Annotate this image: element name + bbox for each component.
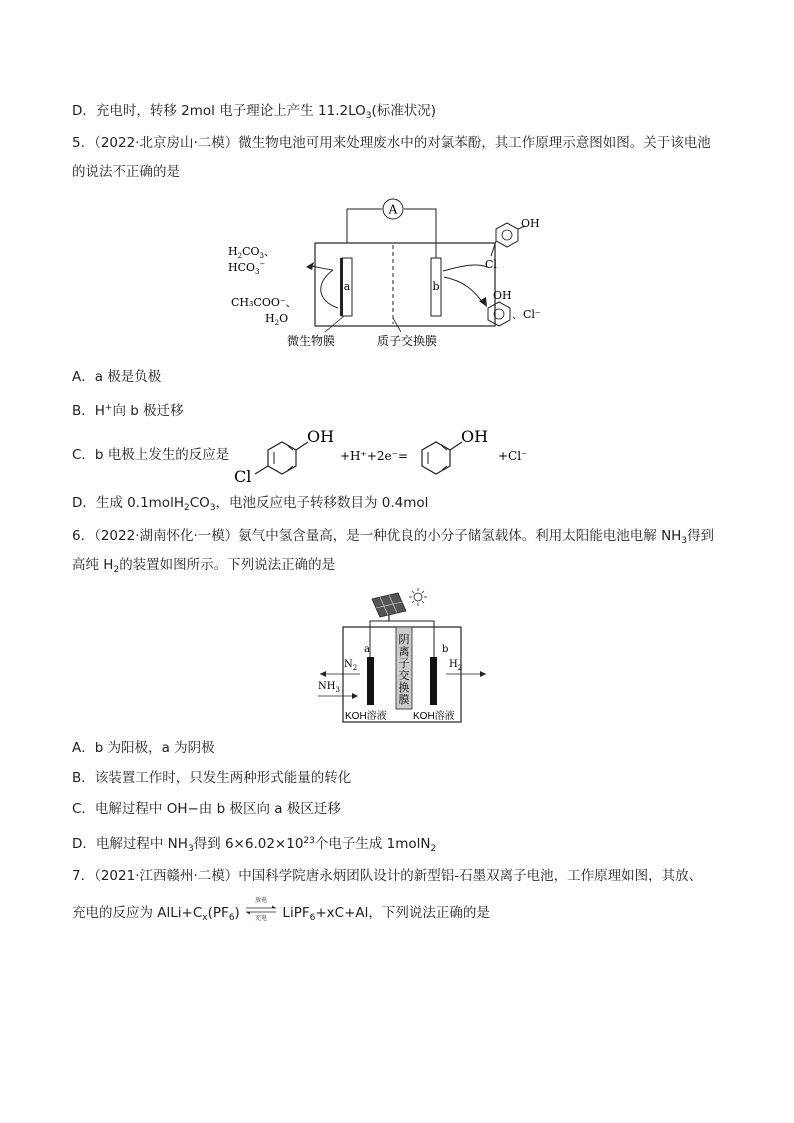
q6-electrolysis-diagram bbox=[310, 585, 490, 725]
electrode-a bbox=[367, 657, 374, 705]
hco3-label: $HCO_3^-$ bbox=[228, 260, 266, 276]
phenol-oh: OH bbox=[493, 289, 512, 302]
q5-option-c-equation bbox=[230, 424, 550, 484]
svg-text:换: 换 bbox=[398, 682, 410, 694]
q6-option-d: D．电解过程中 $NH_3$得到 $6\times 6.02\times 10^{23}$个电子生成 1molN$_2$ bbox=[72, 836, 437, 854]
chloride-ion: 、Cl⁻ bbox=[512, 308, 541, 321]
q5-microbial-cell-diagram bbox=[225, 193, 541, 353]
svg-text:交: 交 bbox=[398, 670, 410, 682]
biofilm-caption: 微生物膜 bbox=[287, 334, 336, 348]
q5-option-a: A．a 极是负极 bbox=[72, 369, 162, 385]
chloro-label: Cl bbox=[485, 258, 497, 271]
eq-oh-2: OH bbox=[461, 427, 489, 446]
svg-text:b: b bbox=[432, 280, 440, 293]
nh3-label: $NH_3$ bbox=[318, 681, 340, 694]
membrane-caption: 质子交换膜 bbox=[377, 334, 438, 348]
q6-option-b: B．该装置工作时，只发生两种形式能量的转化 bbox=[72, 770, 352, 786]
svg-text:a: a bbox=[364, 644, 370, 655]
eq-oh-1: OH bbox=[307, 427, 335, 446]
solar-panel-icon bbox=[372, 593, 406, 621]
q5-stem-line2: 的说法不正确的是 bbox=[72, 164, 180, 180]
sun-icon bbox=[409, 588, 427, 606]
q7-stem-line1: 7．（2021·江西赣州·二模）中国科学院唐永炳团队设计的新型铝-石墨双离子电池，工作原理如图，其放、 bbox=[72, 868, 703, 884]
electrode-b bbox=[430, 657, 437, 705]
eq-middle: +H⁺+2e⁻= bbox=[340, 449, 409, 463]
q6-stem-line1: 6．（2022·湖南怀化·一模）氨气中氢含量高，是一种优良的小分子储氢载体。利用太阳能电池电解 $NH_3$得到 bbox=[72, 528, 715, 546]
svg-text:膜: 膜 bbox=[398, 694, 410, 706]
acetate-label: CH₃COO⁻、 bbox=[231, 296, 297, 309]
koh-left-label: KOH溶液 bbox=[345, 711, 387, 722]
h2-label: $H_2$ bbox=[449, 659, 463, 672]
svg-text:阴: 阴 bbox=[398, 634, 410, 646]
q5-option-c: C．b 电极上发生的反应是 bbox=[72, 447, 230, 463]
svg-text:a: a bbox=[343, 280, 351, 293]
chlorophenol-oh: OH bbox=[521, 217, 540, 230]
n2-label: $N_2$ bbox=[344, 659, 358, 672]
q4-option-d: D．充电时，转移 2mol 电子理论上产生 $11.2LO_3$(标准状况) bbox=[72, 103, 437, 121]
ammeter-label: A bbox=[388, 202, 398, 217]
biofilm-layer bbox=[340, 258, 343, 316]
chlorophenol-ring bbox=[496, 223, 518, 247]
q6-stem-line2: 高纯 $H_2$的装置如图所示。下列说法正确的是 bbox=[72, 557, 336, 575]
q6-option-c: C．电解过程中 OH−由 b 极区向 a 极区迁移 bbox=[72, 801, 341, 817]
koh-right-label: KOH溶液 bbox=[413, 711, 455, 722]
q5-option-d: D．生成 $0.1molH_2CO_3$，电池反应电子转移数目为 0.4mol bbox=[72, 495, 429, 513]
q5-stem-line1: 5．（2022·北京房山·二模）微生物电池可用来处理废水中的对氯苯酚，其工作原理示意图如图。关于该电池 bbox=[72, 135, 711, 151]
q7-stem-line2: 充电的反应为 $AlLi+C_x(PF_6)$ 放电 充电 LiPF$_6$+xC+Al，下列说法正确的是 bbox=[72, 897, 490, 923]
water-label: $H_2O$ bbox=[265, 312, 289, 327]
h2co3-label: $H_2CO_3$、 bbox=[228, 245, 275, 260]
svg-text:离: 离 bbox=[398, 646, 410, 658]
q6-option-a: A．b 为阳极，a 为阴极 bbox=[72, 740, 215, 756]
phenol-ring bbox=[488, 302, 510, 326]
eq-cl: Cl bbox=[234, 467, 252, 486]
svg-text:b: b bbox=[442, 644, 449, 655]
q5-option-b: B．H+向 b 极迁移 bbox=[72, 403, 184, 419]
svg-text:子: 子 bbox=[398, 658, 410, 670]
reversible-arrow: 放电 充电 bbox=[244, 903, 278, 919]
eq-end: +Cl⁻ bbox=[498, 449, 528, 463]
